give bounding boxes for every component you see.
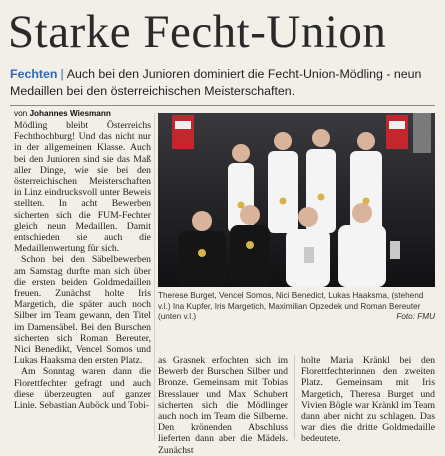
author: Johannes Wiesmann bbox=[29, 109, 111, 118]
photo-credit: Foto: FMU bbox=[396, 312, 435, 322]
column-divider bbox=[294, 355, 295, 439]
photo-caption bbox=[158, 291, 435, 323]
paragraph: holte Maria Kränkl bei den Florettfechterinnen den zweiten Platz. Gemeinsam mit Iris Margetich, Theresa Burget und Vivien Bögle war Kränkl im Team dann aber nicht zu schlagen. Das war dies die dritte Goldmedaille bedeutete. bbox=[301, 355, 435, 445]
article-column-2 bbox=[158, 355, 288, 456]
article-column-3 bbox=[301, 355, 435, 445]
paragraph: Schon bei den Säbelbewerben am Samstag durfte man sich über die ersten beiden Goldmedaillen freuen. Zunächst holte Iris Margetich, die später auch noch Silber im Team gewann, den Titel im Damensäbel. Bei den Burschen sicherten sich Roman Bereuter, Nici Benedikt, Vencel Somos und Lukas Haaksma den ersten Platz. bbox=[14, 254, 151, 367]
headline: Starke Fecht-Union bbox=[8, 6, 387, 58]
kicker: Fechten bbox=[10, 67, 58, 81]
paragraph: as Grasnek erfochten sich im Bewerb der Burschen Silber und Bronze. Gemeinsam mit Tobias Bresslauer und Max Schubert sicherten sich die Mödlinger auch noch im Team die Silberne. Den krönenden Abschluss lieferten dann aber die Mädels. Zunächst bbox=[158, 355, 288, 456]
team-photo-illustration bbox=[158, 113, 435, 287]
kicker-separator: | bbox=[60, 67, 64, 81]
caption-text: Therese Burget, Vencel Somos, Nici Benedict, Lukas Haaksma, (stehend v.l.) Ina Kupfer, Iris Margetich, Maximilian Opzedek und Roman Bereuter (unten v.l.) bbox=[158, 291, 424, 322]
subhead bbox=[10, 66, 438, 100]
header-rule bbox=[10, 105, 435, 106]
team-photo bbox=[158, 113, 435, 287]
byline bbox=[14, 109, 111, 118]
byline-prefix: von bbox=[14, 109, 28, 118]
subhead-text: Auch bei den Junioren dominiert die Fecht-Union-Mödling - neun Medaillen bei den österreichischen Meisterschaften. bbox=[10, 67, 422, 98]
column-divider bbox=[154, 113, 155, 439]
article-column-1 bbox=[14, 120, 151, 439]
paragraph: Mödling bleibt Österreichs Fechthochburg! Und das nicht nur in der allgemeinen Klasse. Auch bei den Junioren sind sie das Maß aller Dinge, wie sie bei den österreichischen Meisterschaften in Linz eindrucksvoll unter Beweis stellten. In acht Bewerben sicherten sich die FUM-Fechter gleich neun Medaillen. Damit entschieden sie auch die Medaillenwertung für sich. bbox=[14, 120, 151, 255]
paragraph: Am Sonntag waren dann die Florettfechter gefragt und auch diese überzeugten auf ganzer Linie. Sebastian Auböck und Tobi- bbox=[14, 366, 151, 412]
